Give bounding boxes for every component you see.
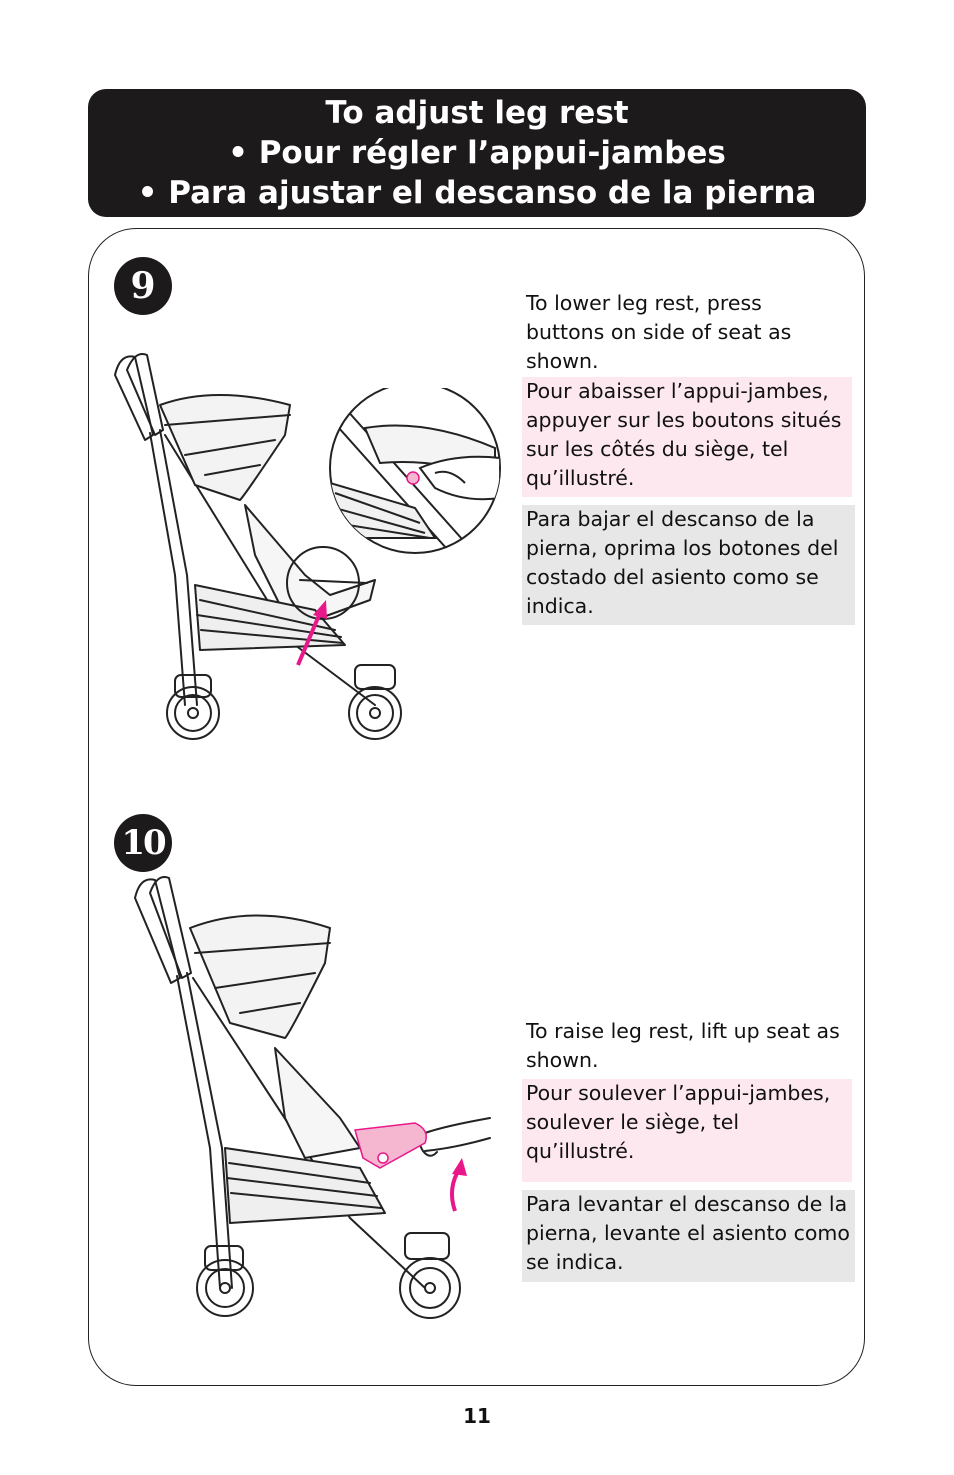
section-header <box>88 89 866 217</box>
step-9-text-es: Para bajar el descanso de la pierna, oprima los botones del costado del asiento como se indica. <box>522 505 855 625</box>
step-10-text-fr: Pour soulever l’appui-jambes, soulever le siège, tel qu’illustré. <box>522 1079 852 1182</box>
step-9-badge: 9 <box>114 257 172 315</box>
header-title-es: • Para ajustar el descanso de la pierna <box>137 175 817 211</box>
header-title-en: To adjust leg rest <box>325 95 629 131</box>
button-detail-zoom-illustration <box>325 388 505 568</box>
step-10-badge: 10 <box>114 814 172 872</box>
step-9-text-fr: Pour abaisser l’appui-jambes, appuyer sur les boutons situés sur les côtés du siège, tel qu’illustré. <box>522 377 852 497</box>
step-9-text-en: To lower leg rest, press buttons on side of seat as shown. <box>526 291 792 373</box>
stroller-raise-legrest-illustration <box>125 868 505 1328</box>
header-title-fr: • Pour régler l’appui-jambes <box>228 135 726 171</box>
step-10-text-es: Para levantar el descanso de la pierna, levante el asiento como se indica. <box>522 1190 855 1282</box>
page-number: 11 <box>463 1404 491 1428</box>
step-10-text-en: To raise leg rest, lift up seat as shown. <box>526 1019 840 1072</box>
